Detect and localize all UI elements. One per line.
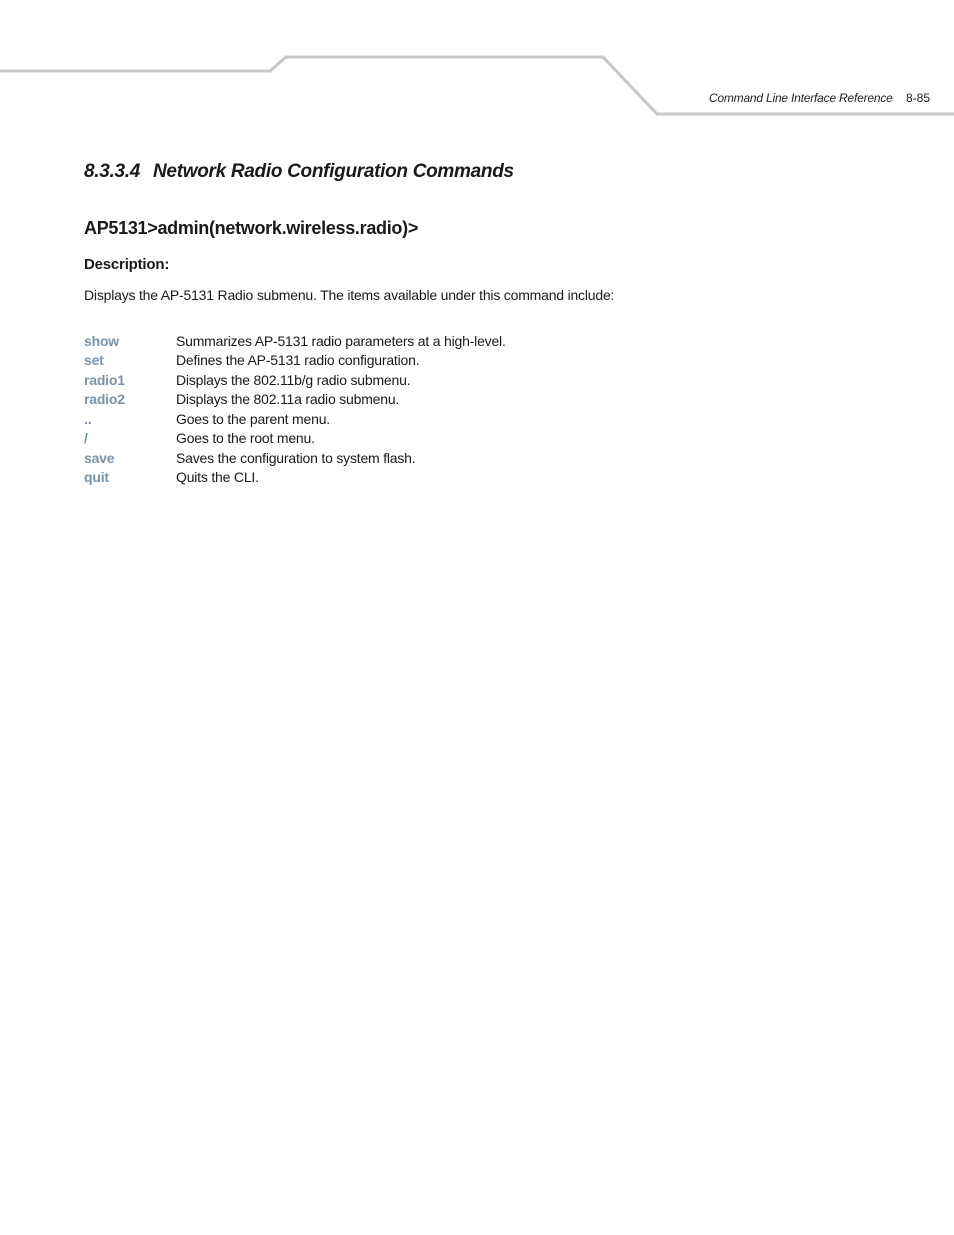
- command-description: Goes to the root menu.: [176, 430, 315, 447]
- section-title: Network Radio Configuration Commands: [153, 161, 514, 182]
- command-key: ..: [84, 410, 92, 427]
- command-key: show: [84, 332, 119, 349]
- command-description: Saves the configuration to system flash.: [176, 449, 416, 466]
- command-key: set: [84, 352, 104, 369]
- command-row: [84, 370, 684, 390]
- command-row: [84, 448, 684, 468]
- command-row: [84, 331, 684, 351]
- command-row: [84, 429, 684, 449]
- command-key: radio2: [84, 391, 125, 408]
- page-number: 8-85: [905, 91, 930, 105]
- command-key: radio1: [84, 371, 125, 388]
- command-description: Displays the 802.11a radio submenu.: [176, 391, 400, 408]
- command-description: Displays the 802.11b/g radio submenu.: [176, 371, 411, 388]
- command-row: [84, 409, 684, 429]
- command-heading: AP5131>admin(network.wireless.radio)>: [84, 218, 419, 238]
- command-key: save: [84, 449, 115, 466]
- running-head: [709, 91, 930, 105]
- section-heading: [84, 161, 514, 183]
- command-description: Goes to the parent menu.: [176, 410, 330, 427]
- command-description: Summarizes AP-5131 radio parameters at a high-level.: [176, 332, 506, 349]
- command-description: Quits the CLI.: [176, 469, 259, 486]
- description-label: Description:: [84, 256, 170, 273]
- command-key: /: [84, 430, 88, 447]
- command-row: [84, 468, 684, 488]
- description-text: Displays the AP-5131 Radio submenu. The items available under this command include:: [84, 287, 615, 303]
- header-rule-decoration: [0, 0, 954, 130]
- command-row: [84, 390, 684, 410]
- running-head-title: Command Line Interface Reference: [708, 91, 893, 105]
- command-description: Defines the AP-5131 radio configuration.: [176, 352, 420, 369]
- section-number: 8.3.3.4: [84, 161, 141, 182]
- command-key: quit: [84, 469, 109, 486]
- command-list: [84, 331, 684, 487]
- command-row: [84, 351, 684, 371]
